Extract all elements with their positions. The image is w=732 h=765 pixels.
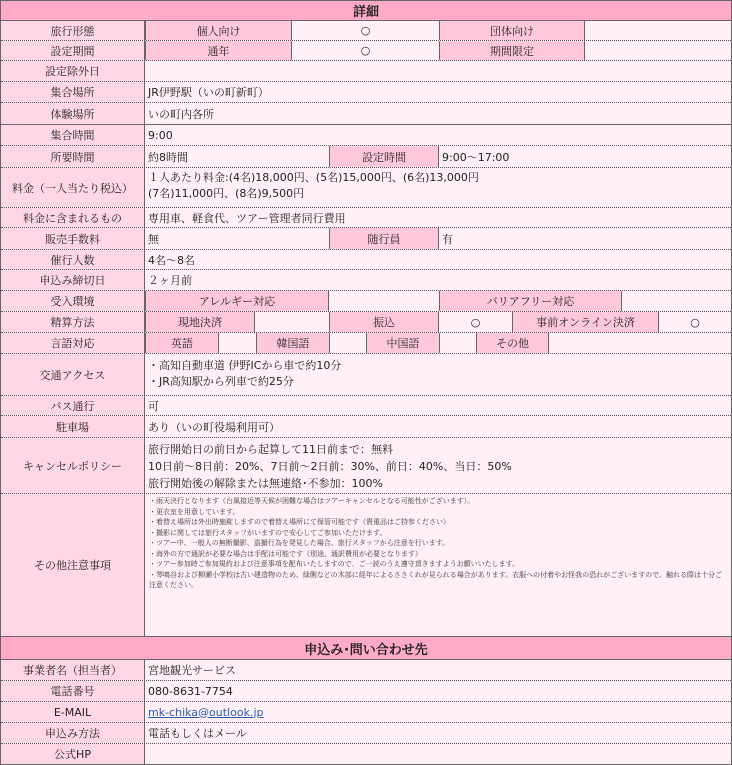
value-meeting-place: JR伊野駅（いの町新町） <box>145 82 731 102</box>
note-line: ・雨天決行となります（台風接近等天候が困難な場合はツアーキャンセルとなる可能性がございます）。 <box>149 497 475 505</box>
label-escort: 随行員 <box>329 228 439 249</box>
mark-korean <box>330 333 366 353</box>
label-payment: 精算方法 <box>1 312 145 332</box>
value-access <box>145 354 731 395</box>
row-website <box>1 744 731 764</box>
note-line: ・海外の方で通訳が必要な場合は手配は可能です（別途、通訳費用が必要となります） <box>149 549 422 558</box>
price-line-1: １人あたり料金:(4名)18,000円、(5名)15,000円、(6名)13,000円 <box>148 171 479 184</box>
option-transfer: 振込 <box>329 312 439 332</box>
row-duration <box>1 146 731 168</box>
label-parking: 駐車場 <box>1 416 145 437</box>
value-excluded-days <box>145 61 731 81</box>
mark-chinese <box>440 333 476 353</box>
label-meeting-time: 集合時間 <box>1 125 145 145</box>
value-website <box>145 744 731 764</box>
email-link[interactable]: mk-chika@outlook.jp <box>148 705 264 719</box>
row-period <box>1 41 731 61</box>
label-meeting-place: 集合場所 <box>1 82 145 102</box>
email-cell <box>145 702 731 722</box>
value-set-time: 9:00～17:00 <box>439 146 731 167</box>
label-notes: その他注意事項 <box>1 494 145 636</box>
value-duration: 約8時間 <box>145 146 329 167</box>
label-min-pax: 催行人数 <box>1 250 145 269</box>
label-facilities: 受入環境 <box>1 291 145 311</box>
note-line: ・ツアー参加時ご参加規約および注意事項を配布いたしますので、ご一読のうえ遵守頂きますようお願いいたします。 <box>149 560 520 568</box>
row-notes <box>1 494 731 636</box>
row-deadline <box>1 270 731 291</box>
label-apply-method: 申込み方法 <box>1 723 145 743</box>
value-commission: 無 <box>145 228 329 249</box>
note-line: ・更衣室を用意しています。 <box>149 507 240 516</box>
label-deadline: 申込み締切日 <box>1 270 145 290</box>
label-travel-type: 旅行形態 <box>1 21 145 40</box>
value-bus: 可 <box>145 396 731 415</box>
option-individual: 個人向け <box>145 21 292 40</box>
label-phone: 電話番号 <box>1 681 145 701</box>
label-languages: 言語対応 <box>1 333 145 353</box>
cancel-line-2: 10日前～8日前：20%、7日前～2日前：30%、前日：40%、当日：50% <box>148 460 512 473</box>
label-commission: 販売手数料 <box>1 228 145 249</box>
label-email: E-MAIL <box>1 702 145 722</box>
mark-group <box>585 21 731 40</box>
row-parking <box>1 416 731 438</box>
label-duration: 所要時間 <box>1 146 145 167</box>
row-facilities <box>1 291 731 312</box>
option-barrier-free: バリアフリー対応 <box>439 291 622 311</box>
row-included <box>1 208 731 228</box>
value-company: 宮地観光サービス <box>145 660 731 680</box>
label-period: 設定期間 <box>1 41 145 60</box>
label-website: 公式HP <box>1 744 145 764</box>
language-chinese: 中国語 <box>366 333 440 353</box>
value-notes <box>145 494 731 636</box>
row-travel-type <box>1 21 731 41</box>
section-header-contact: 申込み･問い合わせ先 <box>1 636 731 660</box>
value-apply-method: 電話もしくはメール <box>145 723 731 743</box>
note-line: ・ツアー中、一般人の無断撮影、盗撮行為を発見した場合、旅行スタッフから注意を行います。 <box>149 539 450 547</box>
row-commission <box>1 228 731 250</box>
label-included: 料金に含まれるもの <box>1 208 145 227</box>
section-header-details: 詳細 <box>1 1 731 21</box>
option-onsite-payment: 現地決済 <box>145 312 255 332</box>
mark-individual: ○ <box>292 21 439 40</box>
value-venue: いの町内各所 <box>145 103 731 124</box>
access-line-2: ・JR高知駅から列車で約25分 <box>148 375 294 388</box>
mark-english <box>219 333 256 353</box>
label-cancel-policy: キャンセルポリシー <box>1 438 145 493</box>
price-line-2: (7名)11,000円、(8名)9,500円 <box>148 187 305 200</box>
value-parking: あり（いの町役場利用可） <box>145 416 731 437</box>
label-company: 事業者名（担当者） <box>1 660 145 680</box>
mark-other <box>549 333 731 353</box>
option-online-payment: 事前オンライン決済 <box>512 312 659 332</box>
row-apply-method <box>1 723 731 744</box>
label-access: 交通アクセス <box>1 354 145 395</box>
label-price: 料金（一人当たり税込） <box>1 168 145 207</box>
row-min-pax <box>1 250 731 270</box>
language-korean: 韓国語 <box>256 333 330 353</box>
row-payment <box>1 312 731 333</box>
row-languages <box>1 333 731 354</box>
mark-online-payment: ○ <box>659 312 731 332</box>
mark-barrier-free <box>622 291 731 311</box>
label-venue: 体験場所 <box>1 103 145 124</box>
access-line-1: ・高知自動車道 伊野ICから車で約10分 <box>148 359 342 372</box>
row-venue <box>1 103 731 125</box>
value-included: 専用車、軽食代、ツアー管理者同行費用 <box>145 208 731 227</box>
value-deadline: ２ヶ月前 <box>145 270 731 290</box>
option-limited: 期間限定 <box>439 41 585 60</box>
language-english: 英語 <box>145 333 219 353</box>
row-bus <box>1 396 731 416</box>
value-escort: 有 <box>439 228 731 249</box>
mark-year-round: ○ <box>292 41 439 60</box>
note-line: ・着替え場所は外出時施錠しますので着替え場所にて保管可能です（貴重品はご持参ください） <box>149 518 450 526</box>
row-access <box>1 354 731 396</box>
value-cancel-policy <box>145 438 731 493</box>
mark-onsite-payment <box>255 312 329 332</box>
row-price <box>1 168 731 208</box>
option-group: 団体向け <box>439 21 585 40</box>
value-price <box>145 168 731 207</box>
mark-transfer: ○ <box>439 312 512 332</box>
row-email <box>1 702 731 723</box>
label-excluded-days: 設定除外日 <box>1 61 145 81</box>
cancel-line-3: 旅行開始後の解除または無連絡･不参加：100% <box>148 477 383 490</box>
label-bus: バス通行 <box>1 396 145 415</box>
mark-allergy <box>329 291 439 311</box>
row-phone <box>1 681 731 702</box>
label-set-time: 設定時間 <box>329 146 439 167</box>
row-cancel-policy <box>1 438 731 494</box>
language-other: その他 <box>476 333 549 353</box>
value-min-pax: 4名～8名 <box>145 250 731 269</box>
note-line: ・琴鳴谷および柳瀬小学校は古い建造物のため、緑側などの木部に経年によるささくれが見られる場合があります。衣服への付着やお怪我の恐れがございますので、触れる際は十分ご注意ください。 <box>149 570 723 589</box>
row-meeting-place <box>1 82 731 103</box>
value-meeting-time: 9:00 <box>145 125 731 145</box>
mark-limited <box>585 41 731 60</box>
row-company <box>1 660 731 681</box>
option-allergy: アレルギー対応 <box>145 291 329 311</box>
row-meeting-time <box>1 125 731 146</box>
value-phone: 080-8631-7754 <box>145 681 731 701</box>
cancel-line-1: 旅行開始日の前日から起算して11日前まで：無料 <box>148 443 393 456</box>
row-excluded-days <box>1 61 731 82</box>
option-year-round: 通年 <box>145 41 292 60</box>
note-line: ・撮影に関しては旅行スタッフがいますので安心してご参加いただけます。 <box>149 528 387 537</box>
